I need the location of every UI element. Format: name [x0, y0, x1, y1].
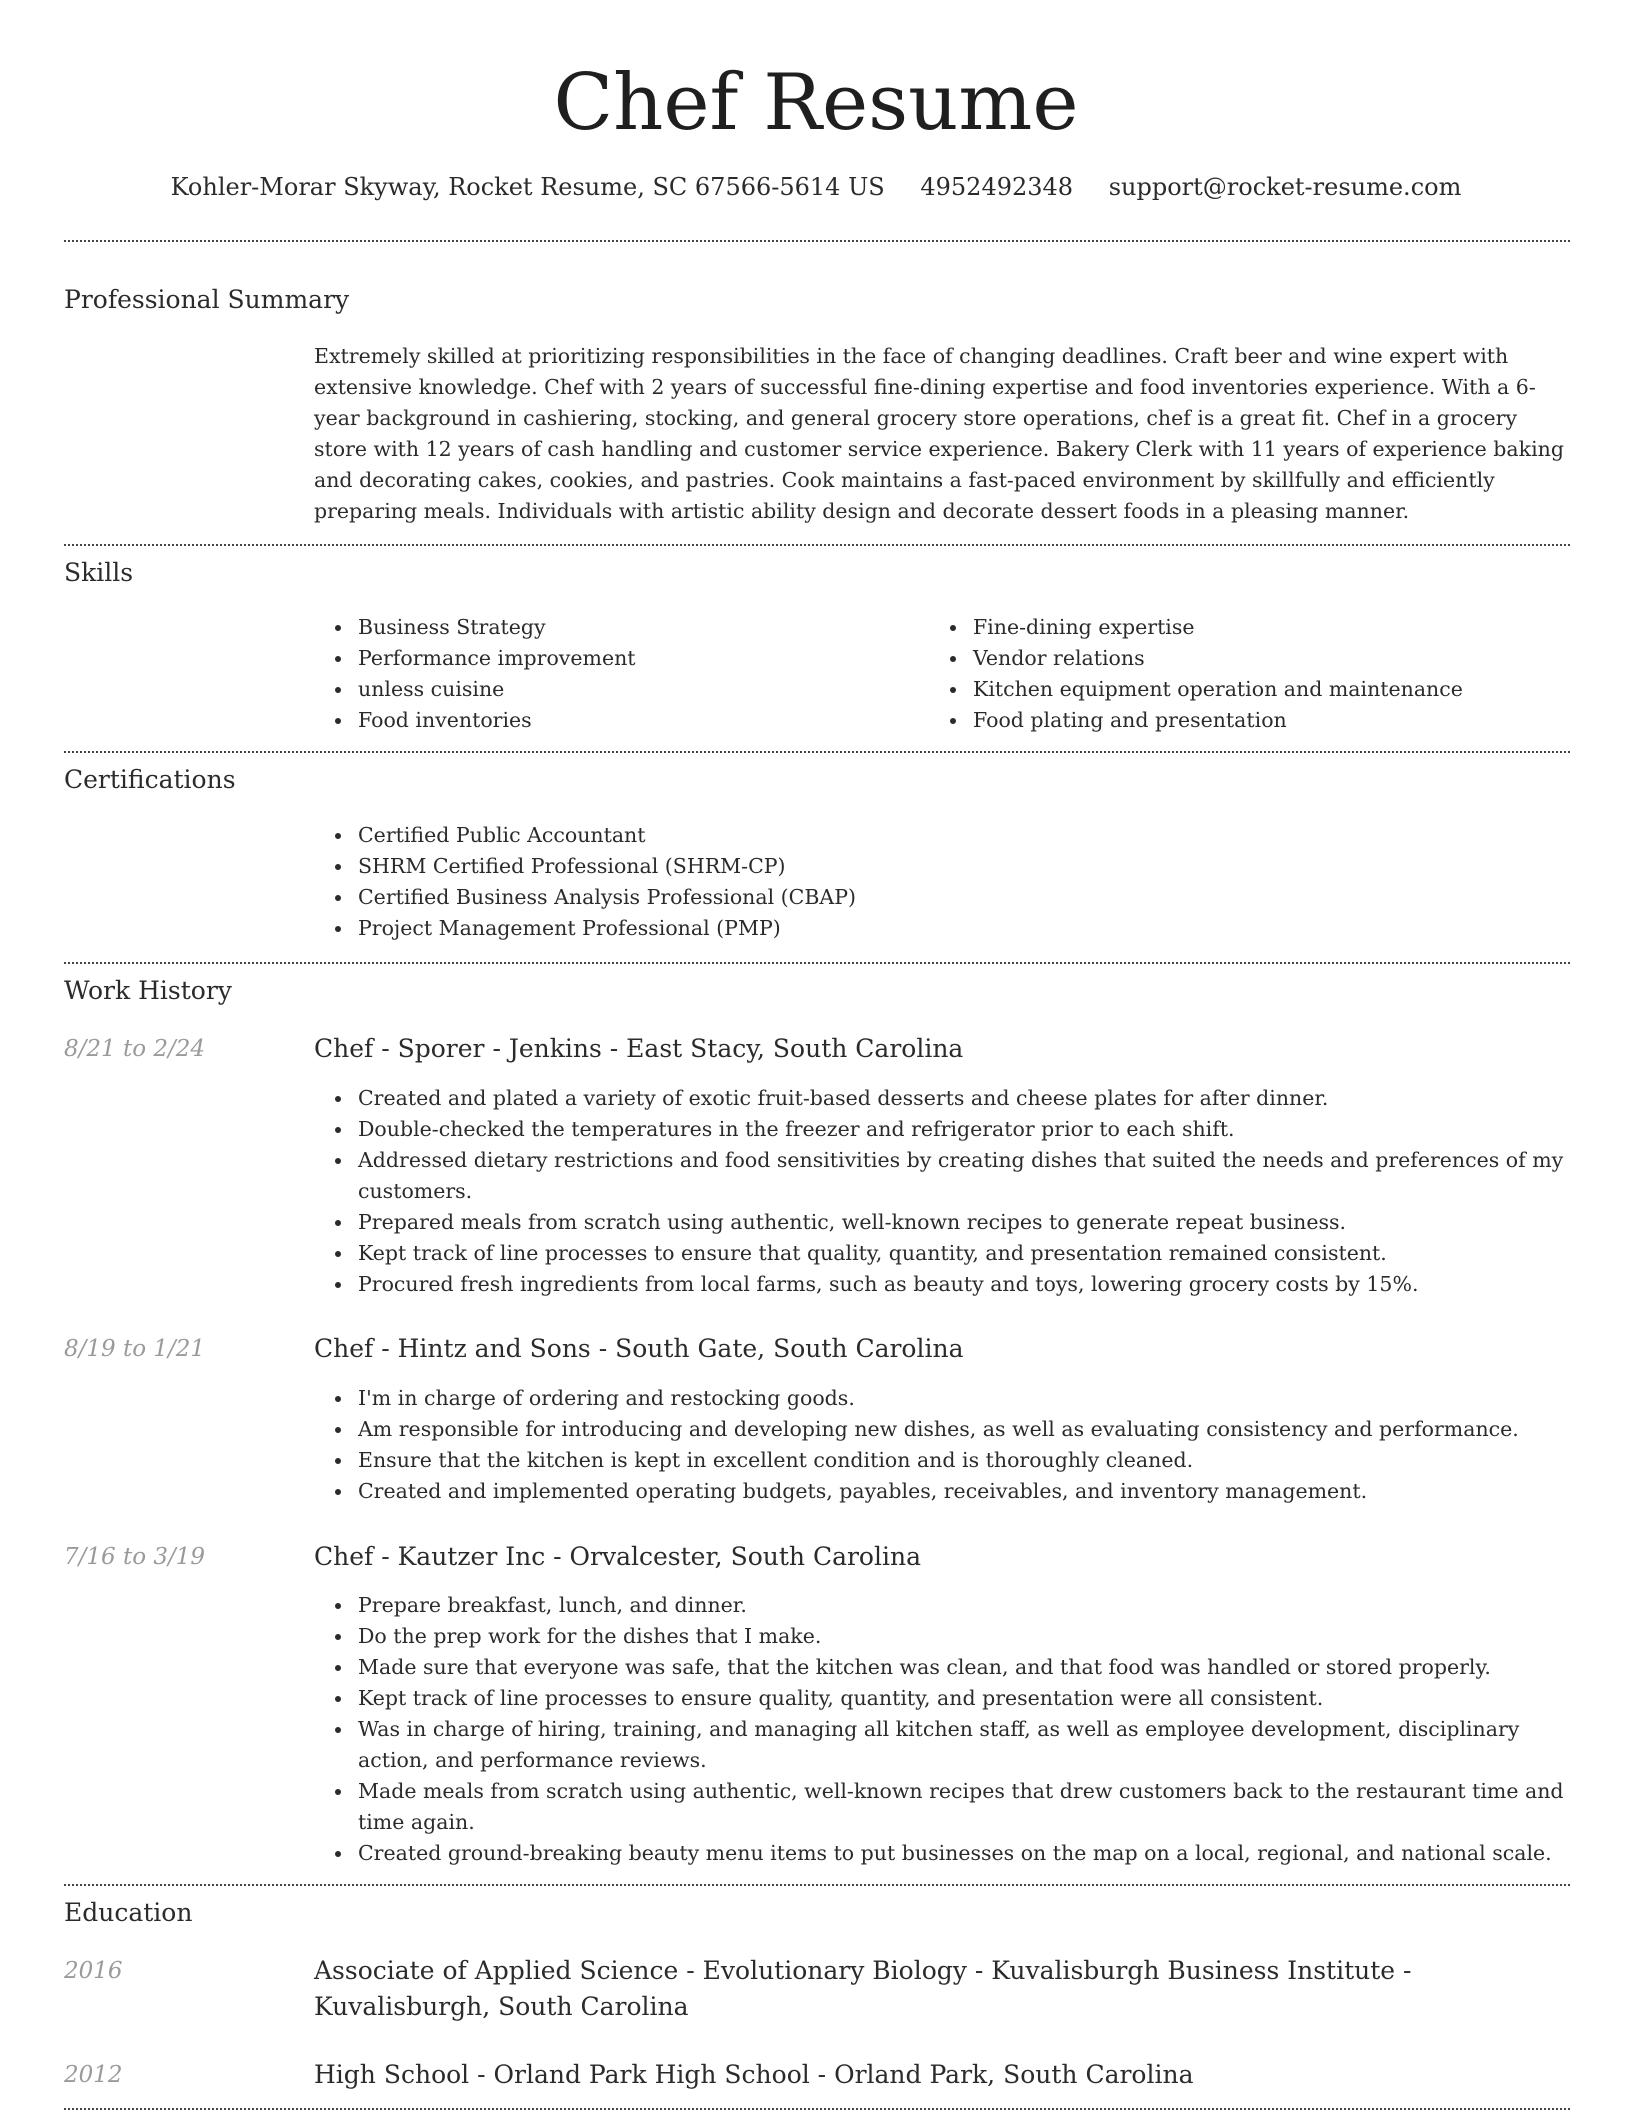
skill-item: Food inventories: [358, 705, 928, 736]
job-bullet: Prepare breakfast, lunch, and dinner.: [358, 1590, 1570, 1621]
skill-item: Fine-dining expertise: [973, 612, 1613, 643]
job-title: Chef - Kautzer Inc - Orvalcester, South Carolina: [314, 1542, 921, 1571]
job-bullet: Do the prep work for the dishes that I make.: [358, 1621, 1570, 1652]
job-dates: 7/16 to 3/19: [64, 1544, 206, 1570]
section-divider: [64, 544, 1570, 546]
section-divider: [64, 1884, 1570, 1886]
certifications-heading: Certifications: [64, 765, 236, 794]
skills-list-right: [929, 612, 1613, 736]
contact-email: support@rocket-resume.com: [1108, 173, 1462, 201]
job-dates: 8/21 to 2/24: [64, 1036, 206, 1062]
section-divider: [64, 962, 1570, 964]
job-bullet: Created and implemented operating budgets, payables, receivables, and inventory management.: [358, 1476, 1570, 1507]
job-bullet: Made meals from scratch using authentic, well-known recipes that drew customers back to the restaurant time and time again.: [358, 1776, 1570, 1838]
job-title: Chef - Sporer - Jenkins - East Stacy, South Carolina: [314, 1034, 964, 1063]
skill-item: unless cuisine: [358, 674, 928, 705]
job-bullet: Made sure that everyone was safe, that the kitchen was clean, and that food was handled or stored properly.: [358, 1652, 1570, 1683]
contact-phone: 4952492348: [920, 173, 1074, 201]
certification-item: Certified Public Accountant: [358, 820, 1614, 851]
job-bullet: Double-checked the temperatures in the freezer and refrigerator prior to each shift.: [358, 1114, 1570, 1145]
certification-item: SHRM Certified Professional (SHRM-CP): [358, 851, 1614, 882]
certification-item: Project Management Professional (PMP): [358, 913, 1614, 944]
contact-line: [0, 170, 1632, 204]
job-bullet: Prepared meals from scratch using authentic, well-known recipes to generate repeat business.: [358, 1207, 1570, 1238]
job-bullet: Am responsible for introducing and developing new dishes, as well as evaluating consistency and performance.: [358, 1414, 1570, 1445]
job-title: Chef - Hintz and Sons - South Gate, South Carolina: [314, 1334, 964, 1363]
job-bullets: [314, 1083, 1570, 1300]
education-year: 2012: [64, 2062, 123, 2088]
skills-heading: Skills: [64, 558, 134, 587]
education-title: High School - Orland Park High School - Orland Park, South Carolina: [314, 2060, 1194, 2089]
certifications-list: [314, 820, 1614, 944]
education-heading: Education: [64, 1898, 193, 1927]
job-bullet: Created ground-breaking beauty menu items to put businesses on the map on a local, regional, and national scale.: [358, 1838, 1570, 1869]
education-title: Associate of Applied Science - Evolutionary Biology - Kuvalisburgh Business Institute - Kuvalisburgh, South Carolina: [314, 1956, 1412, 2021]
work-heading: Work History: [64, 976, 232, 1005]
section-divider: [64, 751, 1570, 753]
section-divider: [64, 2108, 1570, 2110]
summary-heading: Professional Summary: [64, 285, 350, 314]
job-bullet: Kept track of line processes to ensure quality, quantity, and presentation were all consistent.: [358, 1683, 1570, 1714]
contact-address: Kohler-Morar Skyway, Rocket Resume, SC 67566-5614 US: [170, 173, 885, 201]
section-divider: [64, 240, 1570, 242]
certification-item: Certified Business Analysis Professional (CBAP): [358, 882, 1614, 913]
summary-text: Extremely skilled at prioritizing responsibilities in the face of changing deadlines. Craft beer and wine expert with extensive knowledge. Chef with 2 years of successful fine-dining expertise and food inventories experience. With a 6-year background in cashiering, stocking, and general grocery store operations, chef is a great fit. Chef in a grocery store with 12 years of cash handling and customer service experience. Bakery Clerk with 11 years of experience baking and decorating cakes, cookies, and pastries. Cook maintains a fast-paced environment by skillfully and efficiently preparing meals. Individuals with artistic ability design and decorate dessert foods in a pleasing manner.: [314, 344, 1564, 523]
skill-item: Kitchen equipment operation and maintenance: [973, 674, 1613, 705]
skill-item: Business Strategy: [358, 612, 928, 643]
skills-list-left: [314, 612, 928, 736]
job-dates: 8/19 to 1/21: [64, 1336, 206, 1362]
job-bullet: I'm in charge of ordering and restocking goods.: [358, 1383, 1570, 1414]
skill-item: Vendor relations: [973, 643, 1613, 674]
job-bullet: Created and plated a variety of exotic fruit-based desserts and cheese plates for after dinner.: [358, 1083, 1570, 1114]
skill-item: Food plating and presentation: [973, 705, 1613, 736]
job-bullet: Kept track of line processes to ensure that quality, quantity, and presentation remained consistent.: [358, 1238, 1570, 1269]
resume-title: Chef Resume: [553, 58, 1079, 148]
job-bullet: Addressed dietary restrictions and food sensitivities by creating dishes that suited the needs and preferences of my customers.: [358, 1145, 1570, 1207]
job-bullet: Ensure that the kitchen is kept in excellent condition and is thoroughly cleaned.: [358, 1445, 1570, 1476]
job-bullets: [314, 1383, 1570, 1507]
skill-item: Performance improvement: [358, 643, 928, 674]
education-year: 2016: [64, 1958, 123, 1984]
job-bullet: Was in charge of hiring, training, and managing all kitchen staff, as well as employee development, disciplinary action, and performance reviews.: [358, 1714, 1570, 1776]
job-bullet: Procured fresh ingredients from local farms, such as beauty and toys, lowering grocery costs by 15%.: [358, 1269, 1570, 1300]
job-bullets: [314, 1590, 1570, 1869]
